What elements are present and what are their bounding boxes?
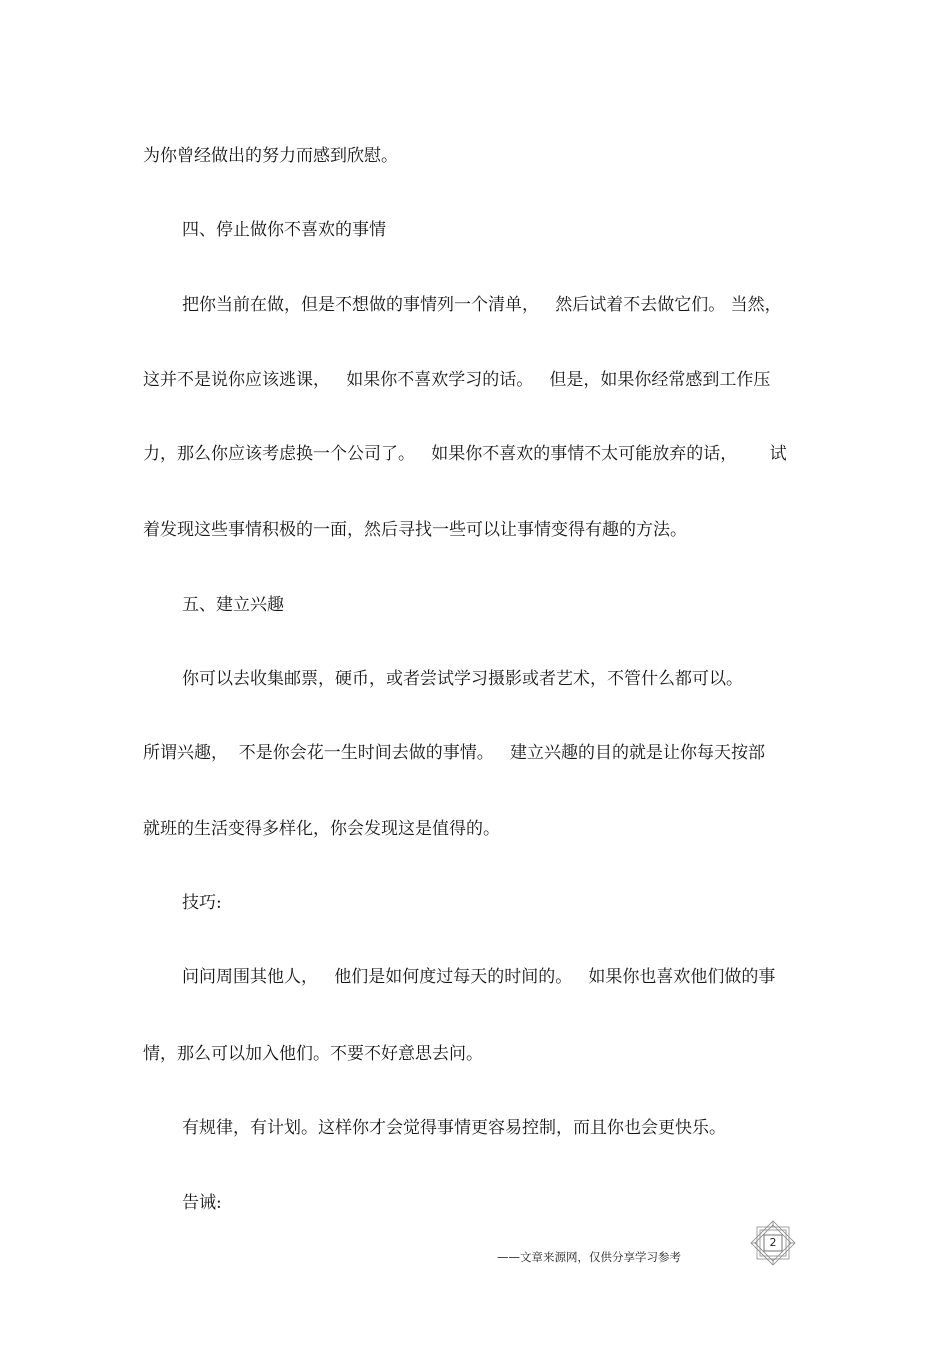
paragraph-line: 力，那么你应该考虑换一个公司了。 如果你不喜欢的事情不太可能放弃的话， 试 — [143, 444, 787, 464]
page-number-badge — [749, 1219, 797, 1267]
subheading: 告诫: — [182, 1193, 222, 1213]
footer-source-note: ——文章来源网，仅供分享学习参考 — [497, 1250, 681, 1264]
paragraph-line: 把你当前在做，但是不想做的事情列一个清单， 然后试着不去做它们。 当然， — [182, 295, 782, 315]
paragraph-line: 你可以去收集邮票，硬币，或者尝试学习摄影或者艺术，不管什么都可以。 — [182, 669, 743, 689]
page-number: 2 — [769, 1236, 777, 1249]
paragraph-line: 所谓兴趣， 不是你会花一生时间去做的事情。 建立兴趣的目的就是让你每天按部 — [143, 743, 766, 763]
paragraph-line: 着发现这些事情积极的一面，然后寻找一些可以让事情变得有趣的方法。 — [143, 520, 687, 540]
paragraph-line: 为你曾经做出的努力而感到欣慰。 — [143, 146, 398, 166]
paragraph-line: 问问周围其他人， 他们是如何度过每天的时间的。 如果你也喜欢他们做的事 — [182, 967, 776, 987]
paragraph-line: 有规律，有计划。这样你才会觉得事情更容易控制，而且你也会更快乐。 — [182, 1118, 726, 1138]
paragraph-line: 情，那么可以加入他们。不要不好意思去问。 — [143, 1044, 483, 1064]
section-heading: 五、建立兴趣 — [182, 595, 284, 615]
section-heading: 四、停止做你不喜欢的事情 — [182, 220, 386, 240]
paragraph-line: 这并不是说你应该逃课， 如果你不喜欢学习的话。 但是，如果你经常感到工作压 — [143, 370, 771, 390]
paragraph-line: 就班的生活变得多样化，你会发现这是值得的。 — [143, 819, 500, 839]
subheading: 技巧: — [182, 893, 222, 913]
